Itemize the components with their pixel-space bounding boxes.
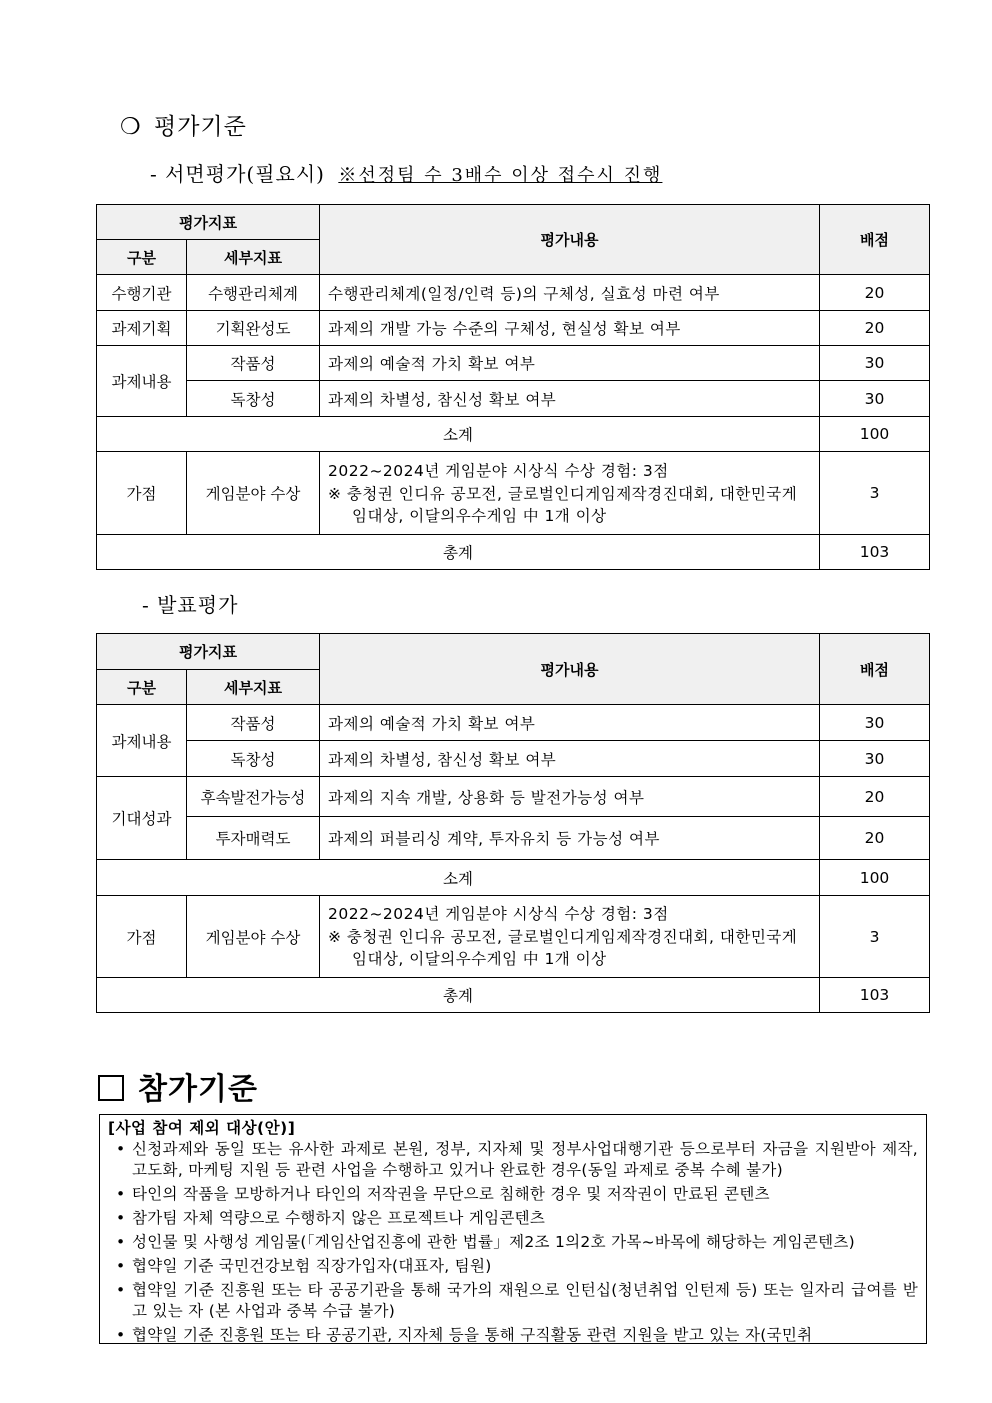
cell-category: 과제기획 [97,311,187,346]
cell-sub: 게임분야 수상 [187,452,320,535]
cell-score: 30 [820,381,930,417]
presentation-eval-subtitle [142,589,238,618]
cell-category: 가점 [97,896,187,978]
cell-category: 과제내용 [97,705,187,777]
table-row [97,705,930,741]
subtotal-label: 소계 [97,860,820,896]
cell-score: 3 [820,896,930,978]
presentation-eval-title: - 발표평가 [142,593,239,617]
total-row [97,978,930,1013]
list-item-text: 협약일 기준 진흥원 또는 타 공공기관, 지자체 등을 통해 구직활동 관련 지원을 받고 있는 자(국민취 [132,1326,813,1344]
square-bullet-icon [98,1075,124,1101]
section-title: 평가기준 [154,114,247,140]
cell-category: 가점 [97,452,187,535]
total-value: 103 [820,535,930,570]
bonus-row [97,452,930,535]
written-eval-table [96,204,930,570]
bonus-note: ※ 충청권 인디유 공모전, 글로벌인디게임제작경진대회, 대한민국게임대상, 이달의우수게임 中 1개 이상 [328,928,798,968]
list-item [108,1280,918,1322]
header-indicator: 평가지표 [97,205,320,240]
written-eval-subtitle [150,158,662,187]
subtotal-row [97,860,930,896]
bonus-line: 2022~2024년 게임분야 시상식 수상 경험: 3점 [328,461,669,480]
header-sub: 세부지표 [187,670,320,705]
header-category: 구분 [97,670,187,705]
section-heading [120,108,247,141]
participation-title: 참가기준 [138,1072,258,1107]
table-row [97,817,930,860]
bullet-icon: • [116,1281,126,1299]
cell-content: 과제의 차별성, 참신성 확보 여부 [320,741,820,777]
cell-sub: 후속발전가능성 [187,777,320,817]
exclusion-list [108,1139,918,1344]
cell-content: 수행관리체계(일정/인력 등)의 구체성, 실효성 마련 여부 [320,275,820,311]
participation-heading [98,1064,258,1108]
bullet-icon: • [116,1257,126,1275]
list-item-text: 성인물 및 사행성 게임물(「게임산업진흥에 관한 법률」제2조 1의2호 가목~바목에 해당하는 게임콘텐츠) [132,1233,856,1251]
bonus-row [97,896,930,978]
cell-sub: 작품성 [187,346,320,381]
bullet-icon: • [116,1209,126,1227]
cell-score: 30 [820,346,930,381]
cell-sub: 독창성 [187,381,320,417]
list-item-text: 협약일 기준 국민건강보험 직장가입자(대표자, 팀원) [132,1257,492,1275]
header-indicator: 평가지표 [97,634,320,670]
header-sub: 세부지표 [187,240,320,275]
cell-score: 20 [820,275,930,311]
circle-bullet-icon: ❍ [120,114,142,140]
list-item-text: 타인의 작품을 모방하거나 타인의 저작권을 무단으로 침해한 경우 및 저작권이 만료된 콘텐츠 [132,1185,770,1203]
header-content: 평가내용 [320,634,820,705]
cell-sub: 게임분야 수상 [187,896,320,978]
exclusion-box-title: [사업 참여 제외 대상(안)] [108,1119,296,1137]
subtotal-value: 100 [820,417,930,452]
total-label: 총계 [97,535,820,570]
list-item [108,1139,918,1181]
cell-score: 30 [820,741,930,777]
cell-sub: 작품성 [187,705,320,741]
presentation-eval-table [96,633,930,1013]
cell-score: 20 [820,777,930,817]
cell-sub: 수행관리체계 [187,275,320,311]
table-row [97,346,930,381]
bullet-icon: • [116,1140,126,1158]
written-eval-title: - 서면평가(필요시) [150,162,325,186]
cell-category: 수행기관 [97,275,187,311]
cell-content [320,452,820,535]
header-category: 구분 [97,240,187,275]
cell-content: 과제의 퍼블리싱 계약, 투자유치 등 가능성 여부 [320,817,820,860]
cell-content: 과제의 개발 가능 수준의 구체성, 현실성 확보 여부 [320,311,820,346]
subtotal-row [97,417,930,452]
header-score: 배점 [820,634,930,705]
cell-score: 30 [820,705,930,741]
bonus-note: ※ 충청권 인디유 공모전, 글로벌인디게임제작경진대회, 대한민국게임대상, 이달의우수게임 中 1개 이상 [328,484,798,525]
header-content: 평가내용 [320,205,820,275]
cell-score: 3 [820,452,930,535]
cell-sub: 투자매력도 [187,817,320,860]
cell-sub: 독창성 [187,741,320,777]
subtotal-label: 소계 [97,417,820,452]
list-item [108,1208,918,1229]
list-item [108,1184,918,1205]
table-row [97,275,930,311]
cell-content: 과제의 차별성, 참신성 확보 여부 [320,381,820,417]
table-row [97,381,930,417]
written-eval-note: ※선정팀 수 3배수 이상 접수시 진행 [338,165,663,186]
header-score: 배점 [820,205,930,275]
list-item [108,1232,918,1253]
cell-score: 20 [820,817,930,860]
cell-content: 과제의 지속 개발, 상용화 등 발전가능성 여부 [320,777,820,817]
list-item [108,1256,918,1277]
cell-sub: 기획완성도 [187,311,320,346]
bullet-icon: • [116,1185,126,1203]
subtotal-value: 100 [820,860,930,896]
list-item-text: 참가팀 자체 역량으로 수행하지 않은 프로젝트나 게임콘텐츠 [132,1209,546,1227]
cell-content: 과제의 예술적 가치 확보 여부 [320,346,820,381]
total-value: 103 [820,978,930,1013]
list-item [108,1325,918,1344]
bonus-line: 2022~2024년 게임분야 시상식 수상 경험: 3점 [328,905,669,923]
list-item-text: 신청과제와 동일 또는 유사한 과제로 본원, 정부, 지자체 및 정부사업대행기관 등으로부터 자금을 지원받아 제작, 고도화, 마케팅 지원 등 관련 사업을 수행하고 있거나 완료한 경우(동일 과제로 중복 수혜 불가) [132,1140,918,1179]
table-row [97,741,930,777]
cell-category: 과제내용 [97,346,187,417]
table-row [97,777,930,817]
bullet-icon: • [116,1233,126,1251]
exclusion-box [99,1114,927,1344]
cell-content: 과제의 예술적 가치 확보 여부 [320,705,820,741]
bullet-icon: • [116,1326,126,1344]
cell-score: 20 [820,311,930,346]
total-label: 총계 [97,978,820,1013]
cell-content [320,896,820,978]
table-row [97,311,930,346]
total-row [97,535,930,570]
list-item-text: 협약일 기준 진흥원 또는 타 공공기관을 통해 국가의 재원으로 인턴십(청년취업 인턴제 등) 또는 일자리 급여를 받고 있는 자 (본 사업과 중복 수급 불가) [132,1281,918,1320]
cell-category: 기대성과 [97,777,187,860]
